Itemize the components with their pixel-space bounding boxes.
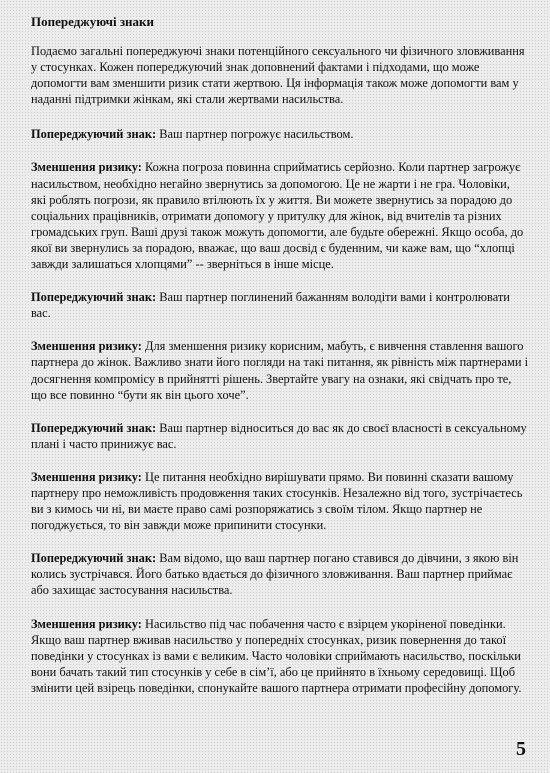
warning-sign-4 xyxy=(31,550,528,598)
warning-sign-text: Ваш партнер відноситься до вас як до своєї власності в сексуальному плані і часто принижує вас. xyxy=(31,420,527,451)
intro-paragraph: Подаємо загальні попереджуючі знаки потенційного сексуального чи фізичного зловживання у стосунках. Кожен попереджуючий знак доповнений фактами і підходами, що може допомогти вам зменшити ризик стати жертвою. Ця інформація також може допомогти вам у наданні підтримки жінкам, які стали жертвами насильства. xyxy=(31,44,525,107)
risk-reduction-1 xyxy=(31,159,528,272)
risk-reduction-label: Зменшення ризику: xyxy=(31,339,142,354)
risk-reduction-4 xyxy=(31,616,528,696)
warning-sign-label: Попереджуючий знак: xyxy=(31,420,157,435)
risk-reduction-3 xyxy=(31,469,528,533)
risk-reduction-text: Для зменшення ризику корисним, мабуть, є вивчення ставлення вашого партнера до жінок. Важливо знати його погляди на такі питання, як рівність між партнерами і досягнення компромісу в прийнятті рішень. Звертайте увагу на ознаки, які свідчать про те, що все повинно “бути як він цього хоче”. xyxy=(31,339,529,402)
section-heading: Попереджуючі знаки xyxy=(31,14,155,29)
risk-reduction-label: Зменшення ризику: xyxy=(31,469,142,484)
risk-reduction-label: Зменшення ризику: xyxy=(31,616,142,631)
warning-sign-3 xyxy=(31,420,528,452)
page-number: 5 xyxy=(516,738,526,760)
risk-reduction-text: Насильство під час побачення часто є взірцем укоріненої поведінки. Якщо ваш партнер вживав насильство у попередніх стосунках, ризик повернення до такої поведінки у стосунках із вами є великим. Часто чоловіки сприймають насильство, поскільки вони бачать такий тип стосунків у себе в сім’ї, або це прийнято в їхньому середовищі. Щоб змінити цей взірець поведінки, спонукайте вашого партнера отримати професійну допомогу. xyxy=(31,616,522,695)
warning-sign-2 xyxy=(31,289,528,321)
warning-sign-text: Вам відомо, що ваш партнер погано ставився до дівчини, з якою він колись зустрічався. Його батько вдається до фізичного зловживання. Ваш партнер приймає або захищає застосування насильства. xyxy=(31,551,519,598)
warning-sign-label: Попереджуючий знак: xyxy=(31,551,157,566)
warning-sign-label: Попереджуючий знак: xyxy=(31,290,157,305)
risk-reduction-text: Це питання необхідно вирішувати прямо. Ви повинні сказати вашому партнеру про неможливість продовження таких стосунків. Незалежно від того, зустрічаєтесь ви з кимось чи ні, ви маєте право самі розпоряжатись з своїм тілом. Якщо партнер не погоджується, то він завжди може припинити стосунки. xyxy=(31,469,523,533)
risk-reduction-2 xyxy=(31,338,528,402)
risk-reduction-label: Зменшення ризику: xyxy=(31,160,142,175)
warning-sign-text: Ваш партнер погрожує насильством. xyxy=(156,127,354,142)
warning-sign-1 xyxy=(31,126,528,142)
warning-sign-label: Попереджуючий знак: xyxy=(31,127,157,142)
warning-sign-text: Ваш партнер поглинений бажанням володіти вами і контролювати вас. xyxy=(31,290,510,321)
risk-reduction-text: Кожна погроза повинна сприйматись серйозно. Коли партнер загрожує насильством, необхідно негайно звернутись за допомогою. Це не жарти і не гра. Чоловіки, які роблять погрози, як правило втілюють їх у життя. Ви можете звернутись за порадою до соціальних працівників, отримати допомогу у притулку для жінок, від вчителів та різних громадських груп. Ваші друзі також можуть допомогти, але будьте обережні. Якщо особа, до якої ви звернулись за порадою, вважає, що ваш досвід є буденним, чи каже вам, що “хлопці завжди залишаться хлопцями” -- зверніться в інше місце. xyxy=(31,160,524,272)
